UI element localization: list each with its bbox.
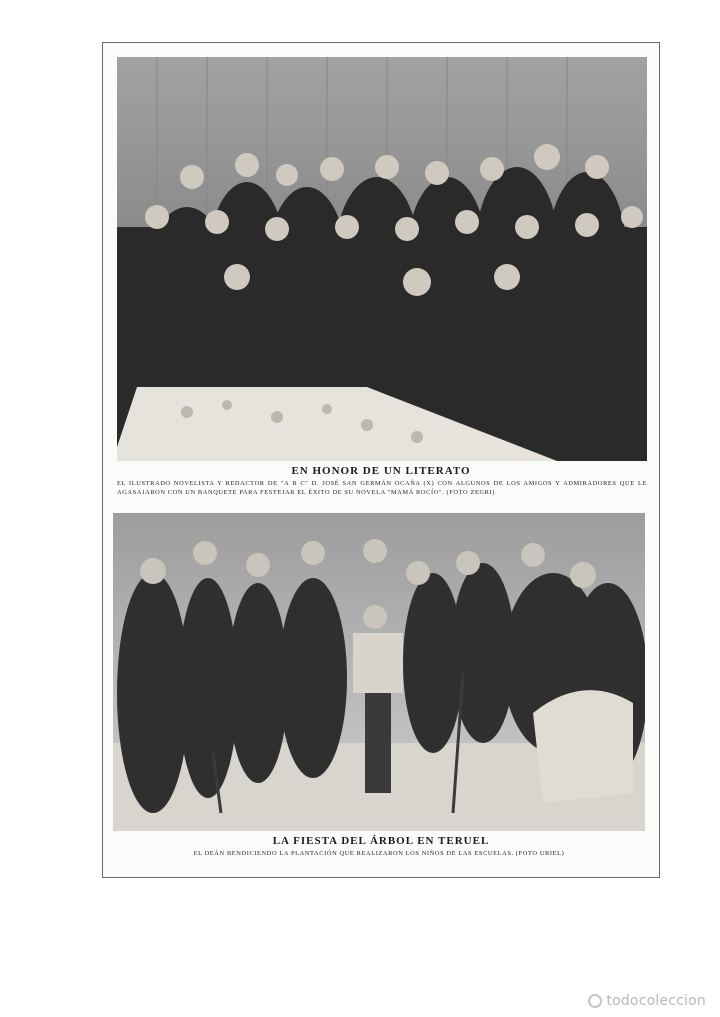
headline-1: EN HONOR DE UN LITERATO (291, 465, 471, 477)
banquet-scene (117, 57, 647, 461)
headline-2: LA FIESTA DEL ÁRBOL EN TERUEL (272, 835, 490, 847)
tree-planting-photo (113, 513, 645, 831)
caption-1: EL ILUSTRADO NOVELISTA Y REDACTOR DE "A B C" D. JOSÉ SAN GERMÁN OCAÑA (X) CON ALGUNOS DE LOS AMIGOS Y ADMIRADORES QUE LE AGASAJARON CON UN BANQUETE PARA FESTEJAR EL ÉXITO DE SU NOVELA "MAMÁ ROCÍO". (FOTO ZEGRI) (117, 480, 647, 496)
tree-planting-scene (113, 513, 645, 831)
watermark-logo (588, 993, 706, 1009)
watermark-text: todocoleccion (606, 993, 706, 1009)
banquet-group-photo (117, 57, 647, 461)
caption-2: EL DEÁN BENDICIENDO LA PLANTACIÓN QUE REALIZARON LOS NIÑOS DE LAS ESCUELAS. (FOTO URIEL) (193, 850, 565, 857)
magazine-page (102, 42, 660, 878)
watermark-icon (588, 994, 602, 1008)
